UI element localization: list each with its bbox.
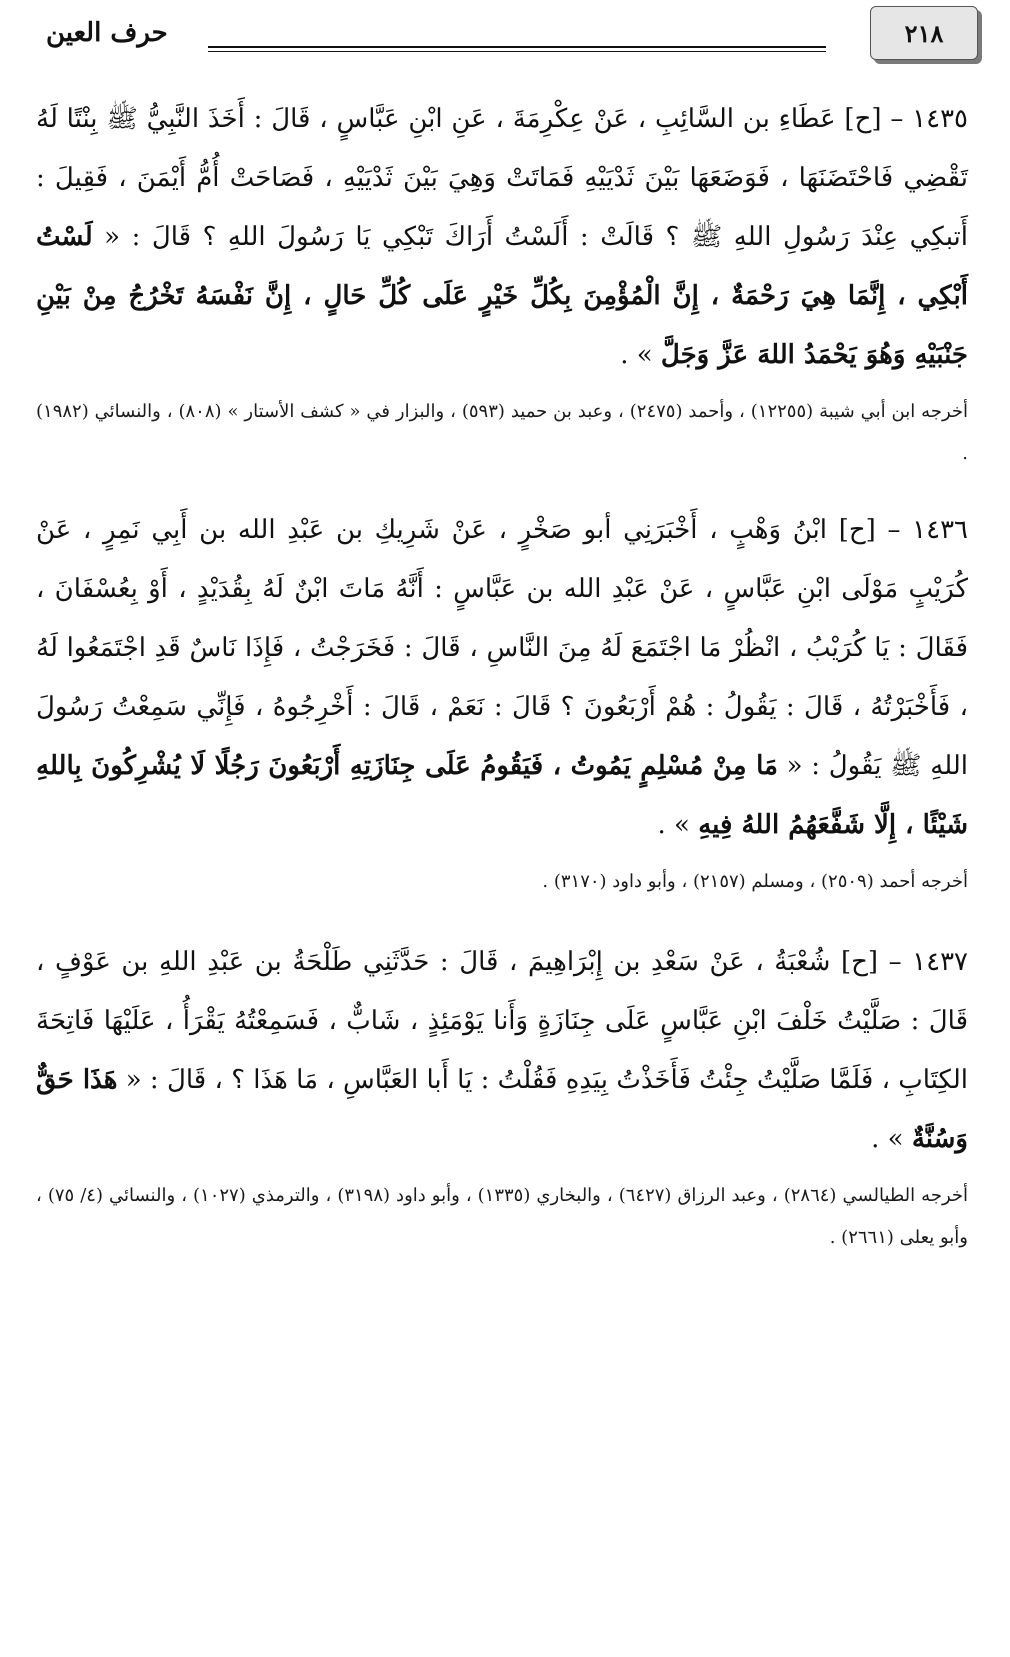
hadith-entry bbox=[36, 933, 968, 1259]
hadith-text bbox=[36, 501, 968, 855]
hadith-matn: هَذَا حَقٌّ وَسُنَّةٌ bbox=[36, 1065, 968, 1154]
hadith-takhrij: أخرجه أحمد (٢٥٠٩) ، ومسلم (٢١٥٧) ، وأبو داود (٣١٧٠) . bbox=[542, 871, 968, 892]
page-header bbox=[30, 6, 978, 68]
hadith-ending: » . bbox=[871, 1124, 904, 1154]
hadith-isnad: – [ح] عَطَاءِ بن السَّائِبِ ، عَنْ عِكْرِمَةَ ، عَنِ ابْنِ عَبَّاسٍ ، قَالَ : أَخَذَ النَّبِيُّ ﷺ بِنْتًا لَهُ تَقْضِي فَاحْتَضَنَهَا ، فَوَضَعَهَا بَيْنَ ثَدْيَيْهِ فَمَاتَتْ وَهِيَ بَيْنَ ثَدْيَيْهِ ، فَصَاحَتْ أُمُّ أَيْمَنَ ، فَقِيلَ : أَتبكِي عِنْدَ رَسُولِ اللهِ ﷺ ؟ قَالَتْ : أَلَسْتُ أَرَاكَ تَبْكِي يَا رَسُولَ اللهِ ؟ قَالَ : « bbox=[36, 104, 968, 252]
header-rule-thin bbox=[208, 51, 826, 52]
hadith-ending: » . bbox=[657, 810, 690, 840]
hadith-ending: » . bbox=[620, 340, 653, 370]
hadith-isnad: – [ح] شُعْبَةُ ، عَنْ سَعْدِ بن إِبْرَاهِيمَ ، قَالَ : حَدَّثَنِي طَلْحَةُ بن عَبْدِ اللهِ بن عَوْفٍ ، قَالَ : صَلَّيْتُ خَلْفَ ابْنِ عَبَّاسٍ عَلَى جِنَازَةٍ وَأَنا يَوْمَئِذٍ ، شَابٌّ ، فَسَمِعْتُهُ يَقْرَأُ ، عَلَيْهَا فَاتِحَةَ الكِتَابِ ، فَلَمَّا صَلَّيْتُ جِئْتُ فَأَخَذْتُ بِيَدِهِ فَقُلْتُ : يَا أَبا العَبَّاسِ ، مَا هَذَا ؟ ، قَالَ : « bbox=[36, 947, 968, 1095]
hadith-matn: مَا مِنْ مُسْلِمٍ يَمُوتُ ، فَيَقُومُ عَلَى جِنَازَتِهِ أَرْبَعُونَ رَجُلًا لَا يُشْرِكُونَ بِاللهِ شَيْئًا ، إِلَّا شَفَّعَهُمُ اللهُ فِيهِ bbox=[36, 751, 968, 840]
hadith-takhrij: أخرجه الطيالسي (٢٨٦٤) ، وعبد الرزاق (٦٤٢٧) ، والبخاري (١٣٣٥) ، وأبو داود (٣١٩٨) ، والترمذي (١٠٢٧) ، والنسائي (٤/ ٧٥) ، وأبو يعلى (٢٦٦١) . bbox=[36, 1185, 969, 1248]
hadith-text bbox=[36, 90, 968, 385]
hadith-entry bbox=[36, 501, 968, 903]
hadith-number: ١٤٣٥ bbox=[912, 104, 969, 134]
hadith-number: ١٤٣٦ bbox=[912, 515, 968, 545]
header-rule bbox=[208, 46, 826, 48]
hadith-entry bbox=[36, 90, 968, 475]
page-content bbox=[36, 90, 968, 1259]
chapter-title: حرف العين bbox=[46, 18, 168, 48]
hadith-text bbox=[36, 933, 968, 1169]
page-number: ٢١٨ bbox=[870, 6, 978, 60]
hadith-isnad: – [ح] ابْنُ وَهْبٍ ، أَخْبَرَنِي أبو صَخْرٍ ، عَنْ شَرِيكِ بن عَبْدِ الله بن أَبِي نَمِرٍ ، عَنْ كُرَيْبٍ مَوْلَى ابْنِ عَبَّاسٍ ، عَنْ عَبْدِ الله بن عَبَّاسٍ : أَنَّهُ مَاتَ ابْنٌ لَهُ بِقُدَيْدٍ ، أَوْ بِعُسْفَانَ ، فَقَالَ : يَا كُرَيْبُ ، انْظُرْ مَا اجْتَمَعَ لَهُ مِنَ النَّاسِ ، قَالَ : فَخَرَجْتُ ، فَإِذَا نَاسٌ قَدِ اجْتَمَعُوا لَهُ ، فَأَخْبَرْتُهُ ، قَالَ : يَقُولُ : هُمْ أَرْبَعُونَ ؟ قَالَ : نَعَمْ ، قَالَ : أَخْرِجُوهُ ، فَإِنِّي سَمِعْتُ رَسُولَ اللهِ ﷺ يَقُولُ : « bbox=[36, 515, 968, 781]
hadith-takhrij: أخرجه ابن أبي شيبة (١٢٢٥٥) ، وأحمد (٢٤٧٥) ، وعبد بن حميد (٥٩٣) ، والبزار في « كشف الأستار » (٨٠٨) ، والنسائي (١٩٨٢) . bbox=[36, 401, 969, 464]
hadith-number: ١٤٣٧ bbox=[912, 947, 969, 977]
hadith-matn: لَسْتُ أَبْكِي ، إِنَّمَا هِيَ رَحْمَةٌ ، إِنَّ الْمُؤْمِنَ بِكُلِّ خَيْرٍ عَلَى كُلِّ حَالٍ ، إِنَّ نَفْسَهُ تَخْرُجُ مِنْ بَيْنِ جَنْبَيْهِ وَهُوَ يَحْمَدُ اللهَ عَزَّ وَجَلَّ bbox=[36, 222, 968, 370]
